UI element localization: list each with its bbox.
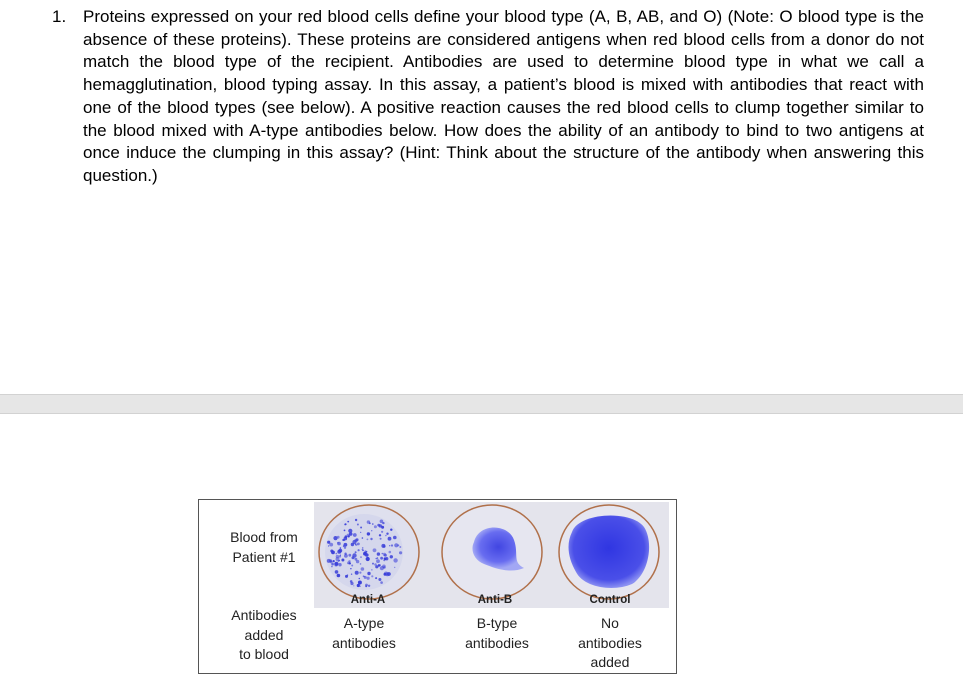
question-number: 1. bbox=[52, 7, 67, 26]
antibody-label-b: B-type antibodies bbox=[465, 615, 529, 651]
tube-label-control: Control bbox=[589, 594, 631, 606]
antibody-label-control: No antibodies added bbox=[578, 615, 642, 670]
tube-label-anti-b: Anti-B bbox=[477, 594, 513, 606]
row-label-antibodies: Antibodies added to blood bbox=[231, 607, 297, 662]
tube-label-anti-a: Anti-A bbox=[350, 594, 386, 606]
row-label-blood: Blood from Patient #1 bbox=[230, 529, 298, 565]
section-divider bbox=[0, 394, 963, 414]
assay-photo bbox=[314, 502, 669, 608]
question-text: Proteins expressed on your red blood cells define your blood type (A, B, AB, and O) (Note: O blood type is the absence of these proteins). These proteins are considered antigens when red blood cells from a donor do not match the blood type of the recipient. Antibodies are used to determine blood type in what we call a hemagglutination, blood typing assay. In this assay, a patient’s blood is mixed with antibodies that react with one of the blood types (see below). A positive reaction causes the red blood cells to clump together similar to the blood mixed with A-type antibodies below. How does the ability of an antibody to bind to two antigens at once induce the clumping in this assay? (Hint: Think about the structure of the antibody when answering this question.) bbox=[83, 7, 924, 185]
antibody-label-a: A-type antibodies bbox=[332, 615, 396, 651]
blood-typing-figure bbox=[198, 499, 677, 674]
assay-wells-image bbox=[314, 502, 669, 608]
question-item bbox=[52, 6, 924, 188]
